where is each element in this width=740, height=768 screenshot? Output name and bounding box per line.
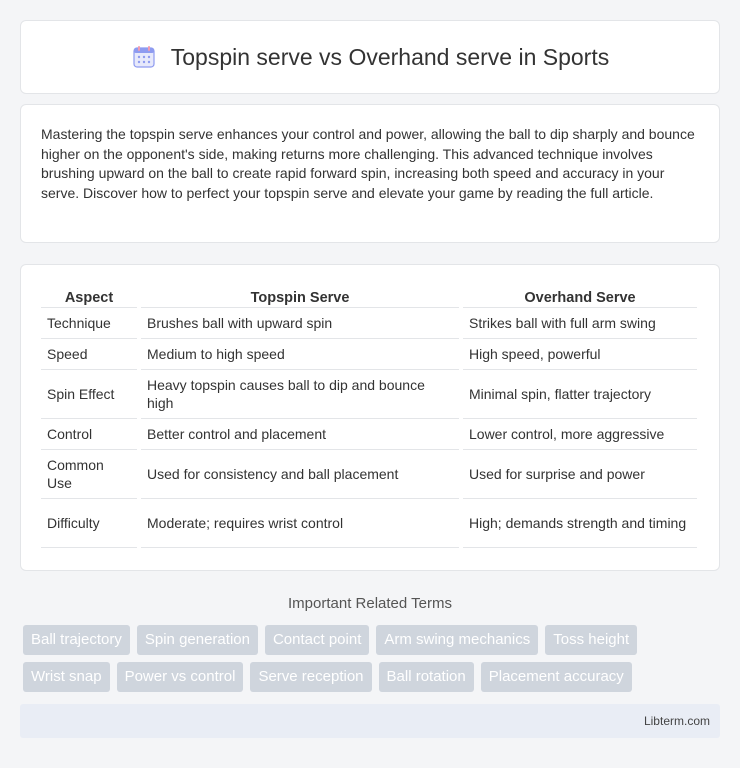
intro-card xyxy=(20,104,720,243)
comparison-table-card xyxy=(20,264,720,571)
table-row xyxy=(41,370,697,419)
table-row xyxy=(41,499,697,548)
intro-paragraph: Mastering the topspin serve enhances your control and power, allowing the ball to dip sharply and bounce higher on the opponent's side, making returns more challenging. This advanced technique involves brushing upward on the ball to create rapid forward spin, increasing both speed and accuracy in your serve. Discover how to perfect your topspin serve and elevate your game by reading the full article. xyxy=(41,126,695,201)
tag-ball-trajectory[interactable]: Ball trajectory xyxy=(23,625,130,655)
cell-aspect: Difficulty xyxy=(41,499,137,548)
footer xyxy=(20,704,720,738)
table-row xyxy=(41,419,697,450)
tag-arm-swing-mechanics[interactable]: Arm swing mechanics xyxy=(376,625,538,655)
cell-aspect: Control xyxy=(41,419,137,450)
page-title: Topspin serve vs Overhand serve in Sports xyxy=(170,43,610,70)
table-row xyxy=(41,450,697,499)
table-header-row xyxy=(41,285,697,308)
cell-aspect: Spin Effect xyxy=(41,370,137,419)
cell-topspin: Better control and placement xyxy=(141,419,459,450)
table-row xyxy=(41,339,697,370)
table-row xyxy=(41,308,697,339)
comparison-table xyxy=(41,285,697,548)
header-aspect: Aspect xyxy=(41,285,137,308)
footer-site-link[interactable]: Libterm.com xyxy=(643,714,710,728)
related-terms-title: Important Related Terms xyxy=(288,595,452,612)
tag-contact-point[interactable]: Contact point xyxy=(265,625,369,655)
cell-topspin: Moderate; requires wrist control xyxy=(141,499,459,548)
cell-overhand: Strikes ball with full arm swing xyxy=(463,308,697,339)
header-card xyxy=(20,20,720,94)
cell-topspin: Medium to high speed xyxy=(141,339,459,370)
calendar-grid-icon xyxy=(131,44,157,70)
tag-placement-accuracy[interactable]: Placement accuracy xyxy=(481,662,632,692)
cell-topspin: Heavy topspin causes ball to dip and bounce high xyxy=(141,370,459,419)
related-terms-section xyxy=(20,595,720,692)
related-terms-tags xyxy=(20,625,720,692)
cell-overhand: Used for surprise and power xyxy=(463,450,697,499)
cell-aspect: Technique xyxy=(41,308,137,339)
header-topspin: Topspin Serve xyxy=(141,285,459,308)
cell-aspect: Speed xyxy=(41,339,137,370)
cell-overhand: Minimal spin, flatter trajectory xyxy=(463,370,697,419)
cell-topspin: Brushes ball with upward spin xyxy=(141,308,459,339)
cell-topspin: Used for consistency and ball placement xyxy=(141,450,459,499)
tag-toss-height[interactable]: Toss height xyxy=(545,625,637,655)
tag-serve-reception[interactable]: Serve reception xyxy=(250,662,371,692)
cell-overhand: Lower control, more aggressive xyxy=(463,419,697,450)
tag-power-vs-control[interactable]: Power vs control xyxy=(117,662,244,692)
header-overhand: Overhand Serve xyxy=(463,285,697,308)
cell-aspect: Common Use xyxy=(41,450,137,499)
tag-spin-generation[interactable]: Spin generation xyxy=(137,625,258,655)
tag-ball-rotation[interactable]: Ball rotation xyxy=(379,662,474,692)
cell-overhand: High speed, powerful xyxy=(463,339,697,370)
cell-overhand: High; demands strength and timing xyxy=(463,499,697,548)
tag-wrist-snap[interactable]: Wrist snap xyxy=(23,662,110,692)
